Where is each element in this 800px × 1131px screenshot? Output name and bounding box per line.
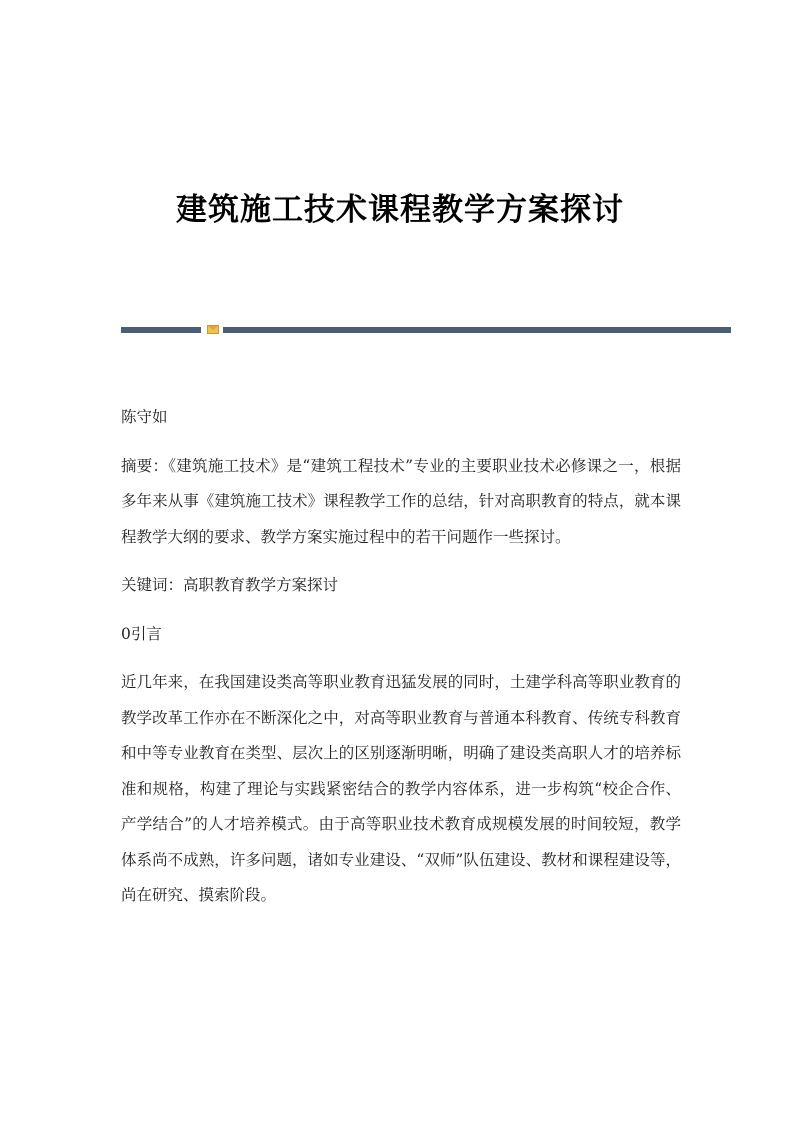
- abstract-paragraph: 摘要：《建筑施工技术》是“建筑工程技术”专业的主要职业技术必修课之一，根据多年来从事《建筑施工技术》课程教学工作的总结，针对高职教育的特点，就本课程教学大纲的要求、教学方案实施过程中的若干问题作一些探讨。: [121, 456, 681, 546]
- envelope-icon: [207, 325, 219, 334]
- section-heading: 0引言: [121, 624, 162, 643]
- document-body: [121, 400, 681, 927]
- keywords-line: 关键词：高职教育教学方案探讨: [121, 576, 339, 594]
- divider-bar-left: [121, 327, 201, 333]
- title-divider: [121, 325, 731, 335]
- intro-paragraph: 近几年来，在我国建设类高等职业教育迅猛发展的同时，土建学科高等职业教育的教学改革工作亦在不断深化之中，对高等职业教育与普通本科教育、传统专科教育和中等专业教育在类型、层次上的区别逐渐明晰，明确了建设类高职人才的培养标准和规格，构建了理论与实践紧密结合的教学内容体系，进一步构筑“校企合作、产学结合”的人才培养模式。由于高等职业技术教育成规模发展的时间较短，教学体系尚不成熟，许多问题，诸如专业建设、“双师”队伍建设、教材和课程建设等，尚在研究、摸索阶段。: [121, 673, 681, 904]
- author-name: 陈守如: [121, 408, 168, 426]
- divider-bar-right: [223, 327, 731, 333]
- document-title: 建筑施工技术课程教学方案探讨: [176, 192, 624, 228]
